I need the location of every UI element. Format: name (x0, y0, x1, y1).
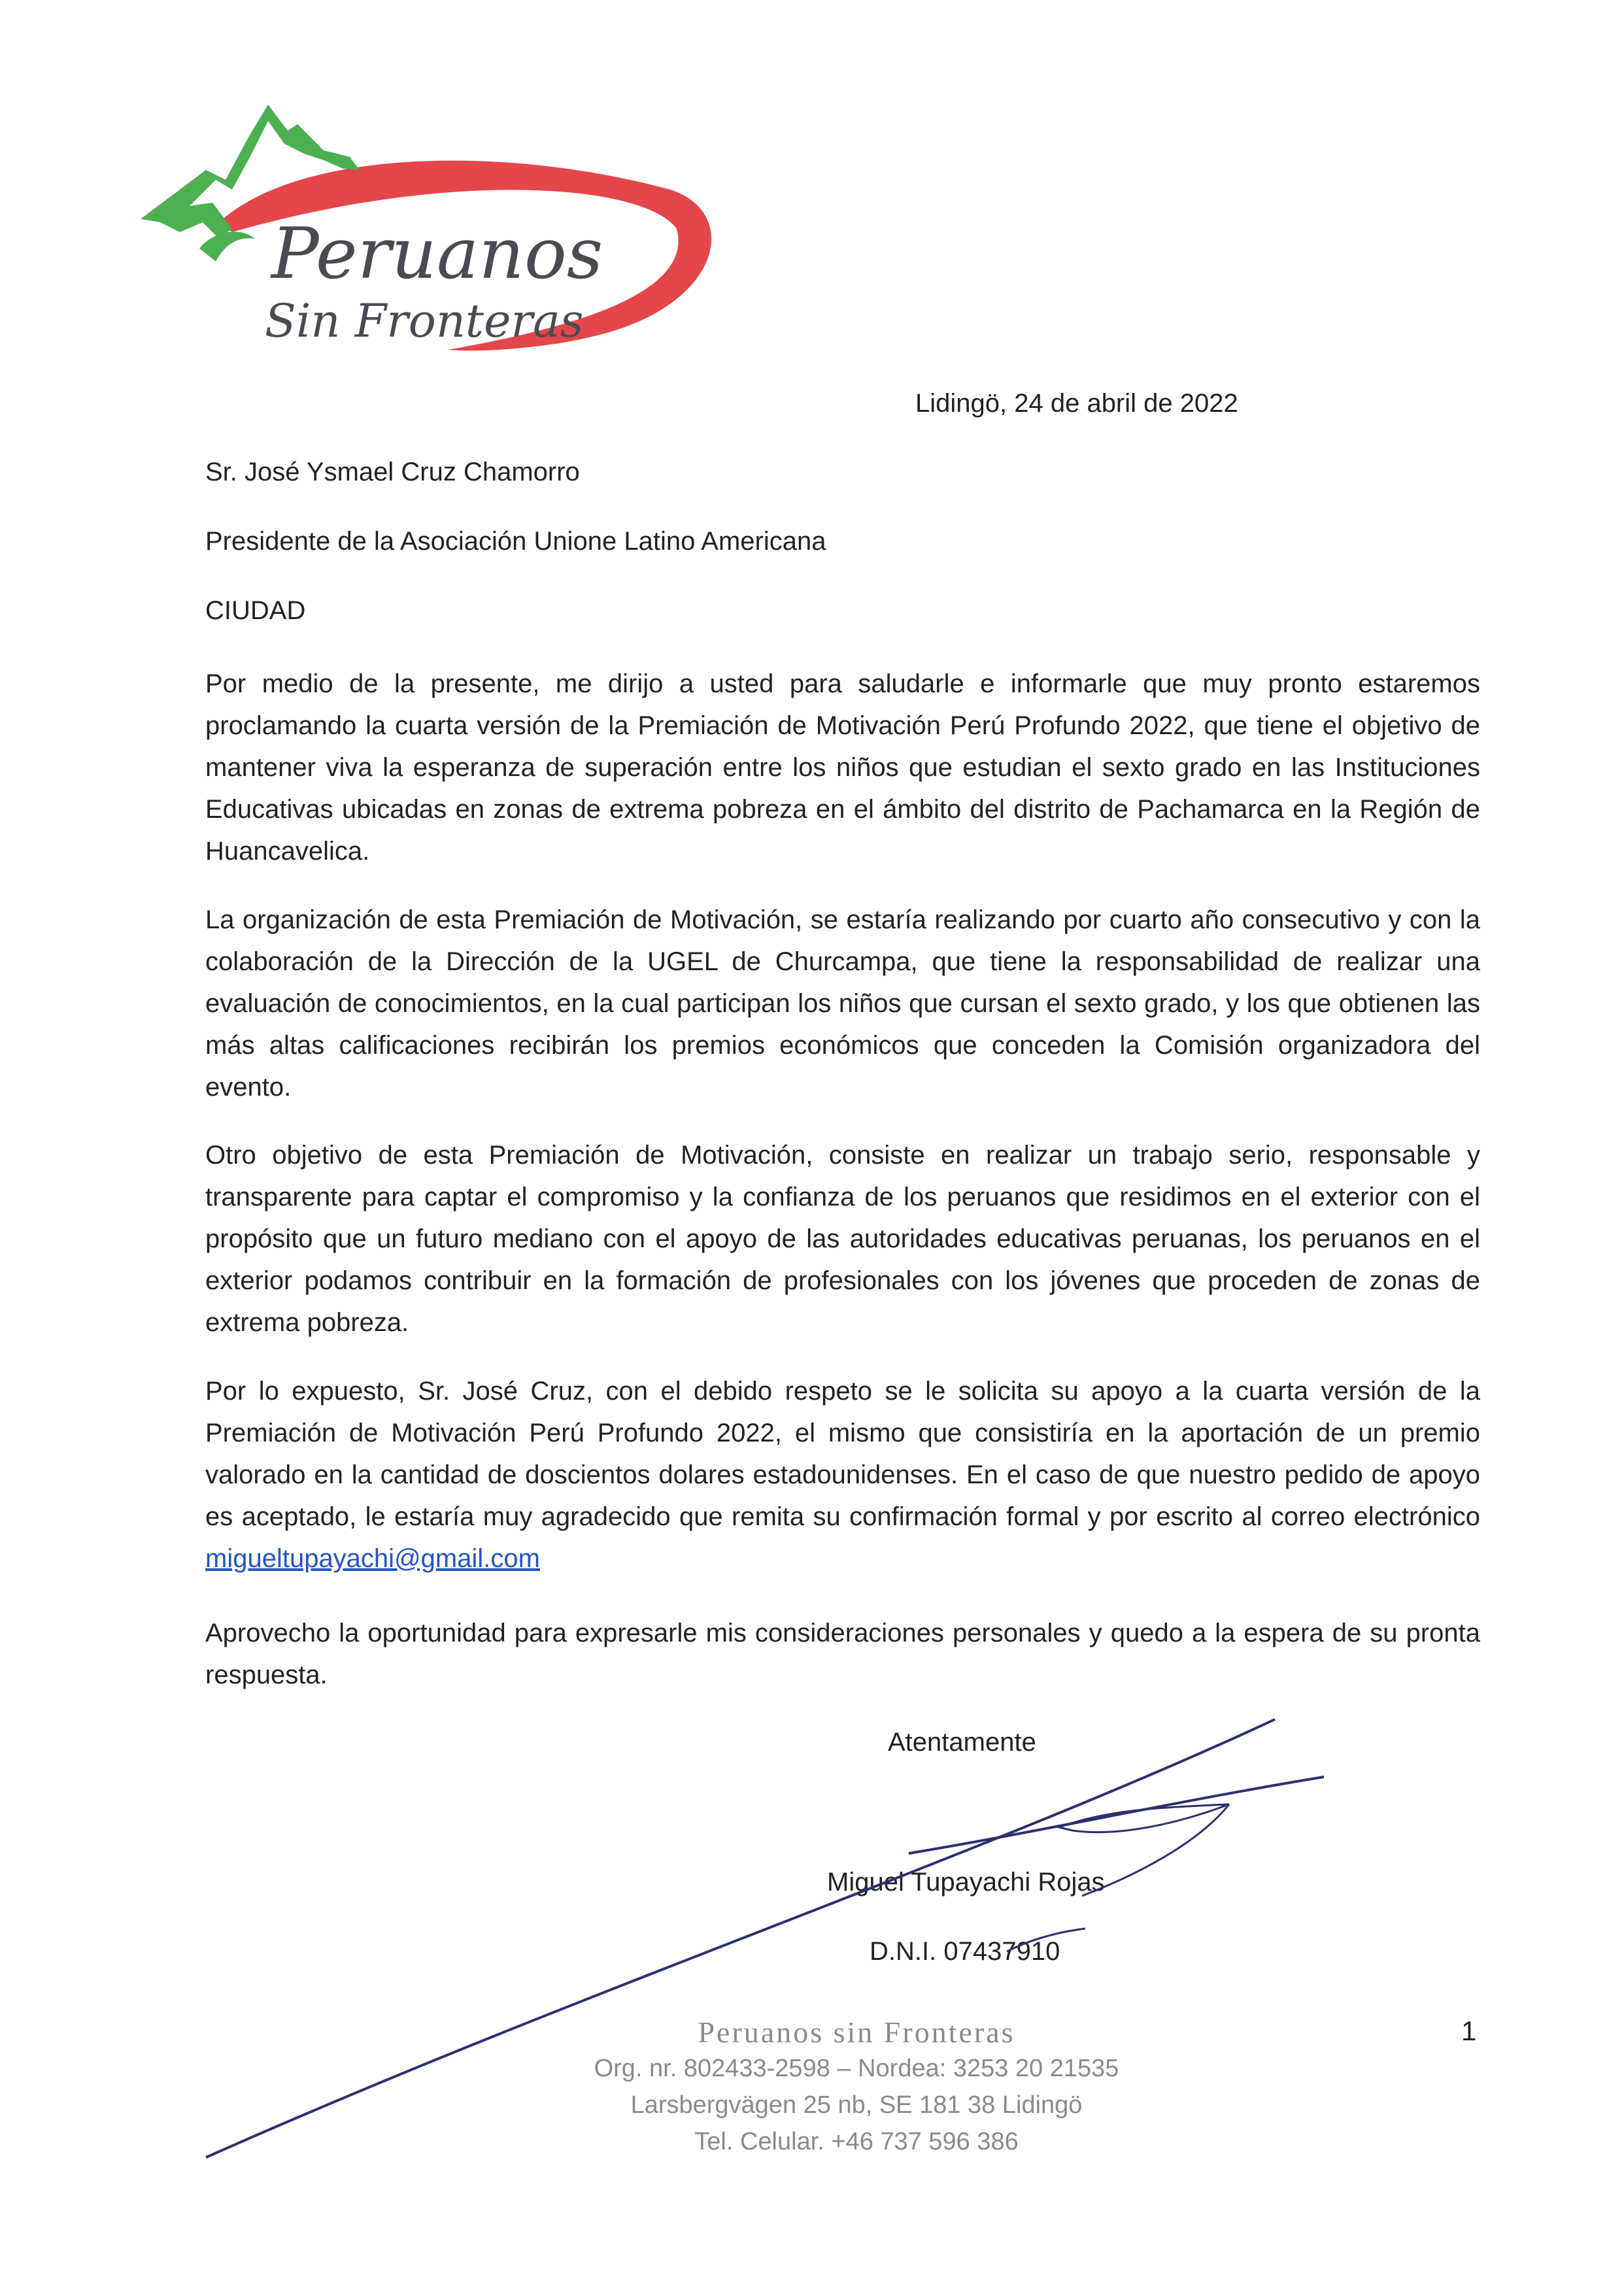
addressee-city: CIUDAD (205, 596, 306, 625)
addressee-title: Presidente de la Asociación Unione Latino Americana (205, 527, 826, 556)
signer-name: Miguel Tupayachi Rojas (827, 1868, 1105, 1897)
body-paragraph-3: Otro objetivo de esta Premiación de Motivación, consiste en realizar un trabajo serio, responsable y transparente para captar el compromiso y la confianza de los peruanos que residimos en el exterior con el propósito que un futuro mediano con el apoyo de las autoridades educativas peruanas, los peruanos en el exterior podamos contribuir en la formación de profesionales con los jóvenes que proceden de zonas de extrema pobreza. (205, 1141, 1480, 1337)
footer-organization-name: Peruanos sin Fronteras (698, 2016, 1015, 2049)
body-paragraph-4-text: Por lo expuesto, Sr. José Cruz, con el debido respeto se le solicita su apoyo a la cuarta versión de la Premiación de Motivación Perú Profundo 2022, el mismo que consistiría en la aportación de un premio valorado en la cantidad de doscientos dolares estadounidenses. En el caso de que nuestro pedido de apoyo es aceptado, le estaría muy agradecido que remita su confirmación formal y por escrito al correo electrónico (205, 1377, 1480, 1531)
organization-logo (134, 92, 722, 366)
body-paragraph-2: La organización de esta Premiación de Motivación, se estaría realizando por cuarto año consecutivo y con la colaboración de la Dirección de la UGEL de Churcampa, que tiene la responsabilidad de realizar una evaluación de conocimientos, en la cual participan los niños que cursan el sexto grado, y los que obtienen las más altas calificaciones recibirán los premios económicos que conceden la Comisión organizadora del evento. (205, 905, 1480, 1102)
logo-mountain-accent (199, 231, 255, 261)
footer-phone: Tel. Celular. +46 737 596 386 (694, 2128, 1019, 2155)
logo-graphic (134, 92, 722, 366)
body-paragraph-4 (205, 1370, 1480, 1579)
addressee-name: Sr. José Ysmael Cruz Chamorro (205, 458, 580, 486)
closing-salutation: Atentamente (888, 1728, 1036, 1757)
letter-date: Lidingö, 24 de abril de 2022 (915, 389, 1238, 418)
email-link[interactable]: migueltupayachi@gmail.com (205, 1544, 540, 1573)
page-number: 1 (1461, 2016, 1477, 2046)
logo-text-peruanos: Peruanos (271, 213, 603, 295)
signer-id: D.N.I. 07437910 (870, 1937, 1060, 1966)
body-paragraph-5: Aprovecho la oportunidad para expresarle mis consideraciones personales y quedo a la espera de su pronta respuesta. (205, 1619, 1480, 1689)
footer-address: Larsbergvägen 25 nb, SE 181 38 Lidingö (630, 2091, 1083, 2119)
logo-text-sin-fronteras: Sin Fronteras (265, 294, 584, 348)
body-paragraph-1: Por medio de la presente, me dirijo a usted para saludarle e informarle que muy pronto estaremos proclamando la cuarta versión de la Premiación de Motivación Perú Profundo 2022, que tiene el objetivo de mantener viva la esperanza de superación entre los niños que estudian el sexto grado en las Instituciones Educativas ubicadas en zonas de extrema pobreza en el ámbito del distrito de Pachamarca en la Región de Huancavelica. (205, 669, 1480, 866)
footer-registration: Org. nr. 802433-2598 – Nordea: 3253 20 21535 (594, 2055, 1119, 2082)
